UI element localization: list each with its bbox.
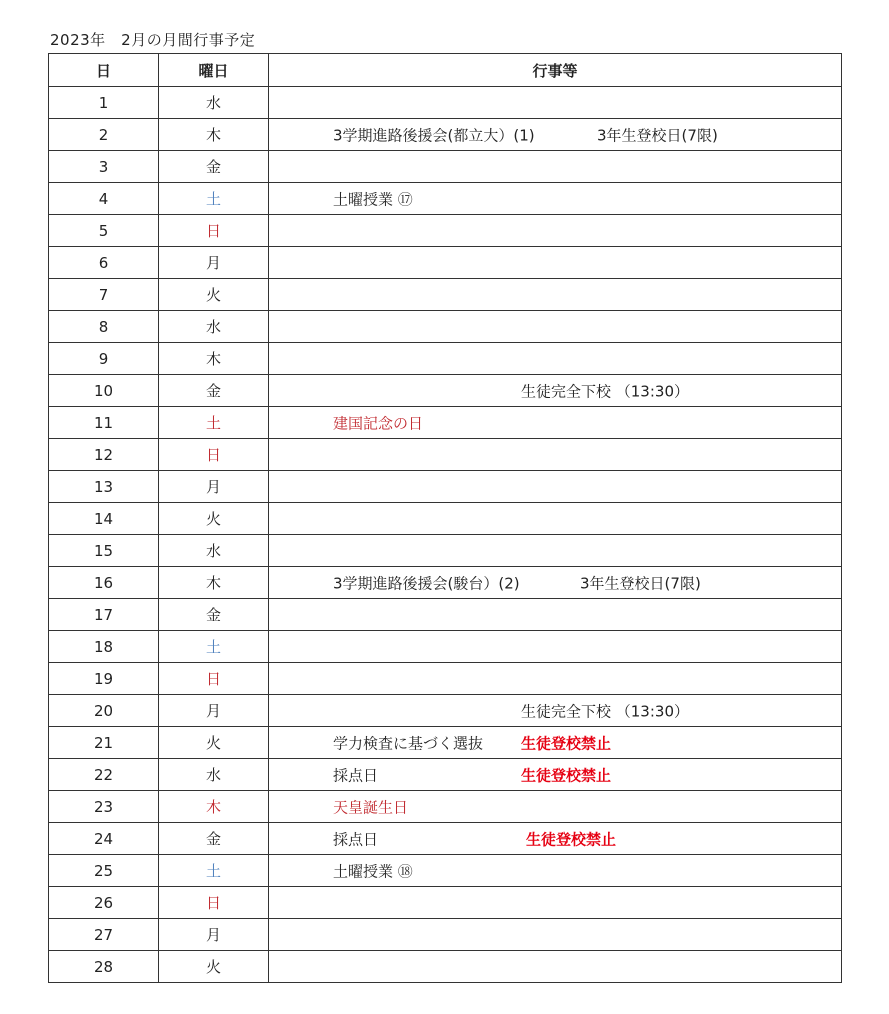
events-cell [269,215,842,247]
weekday-cell: 月 [159,471,269,503]
weekday-cell: 土 [159,407,269,439]
table-row [49,759,842,791]
day-cell: 2 [49,119,159,151]
schedule-table [48,53,842,983]
page-title: 2023年 2月の月間行事予定 [50,31,256,49]
day-cell: 26 [49,887,159,919]
table-row [49,919,842,951]
day-cell: 10 [49,375,159,407]
weekday-cell: 火 [159,503,269,535]
table-row [49,855,842,887]
header-day: 日 [49,54,159,87]
events-cell [269,535,842,567]
event-text: 土曜授業 ⑰ [333,190,413,208]
weekday-cell: 水 [159,311,269,343]
event-text: 建国記念の日 [333,414,424,432]
weekday-cell: 火 [159,279,269,311]
header-weekday: 曜日 [159,54,269,87]
table-row [49,151,842,183]
events-cell [269,887,842,919]
header-events: 行事等 [269,54,842,87]
table-row [49,375,842,407]
day-cell: 27 [49,919,159,951]
event-text: 3年生登校日(7限) [580,574,701,592]
weekday-cell: 木 [159,343,269,375]
weekday-cell: 水 [159,87,269,119]
weekday-cell: 木 [159,119,269,151]
events-cell [269,311,842,343]
day-cell: 7 [49,279,159,311]
table-row [49,567,842,599]
events-cell [269,567,842,599]
day-cell: 14 [49,503,159,535]
events-cell [269,439,842,471]
weekday-cell: 水 [159,759,269,791]
event-text: 土曜授業 ⑱ [333,862,413,880]
day-cell: 28 [49,951,159,983]
events-cell [269,343,842,375]
table-row [49,183,842,215]
day-cell: 22 [49,759,159,791]
weekday-cell: 金 [159,151,269,183]
day-cell: 6 [49,247,159,279]
table-row [49,727,842,759]
weekday-cell: 金 [159,599,269,631]
events-cell [269,823,842,855]
event-text: 生徒登校禁止 [526,830,617,848]
weekday-cell: 土 [159,183,269,215]
table-row [49,695,842,727]
weekday-cell: 火 [159,951,269,983]
weekday-cell: 木 [159,567,269,599]
events-cell [269,727,842,759]
events-cell [269,695,842,727]
header-row [49,54,842,87]
table-row [49,471,842,503]
events-cell [269,407,842,439]
day-cell: 9 [49,343,159,375]
day-cell: 13 [49,471,159,503]
weekday-cell: 水 [159,535,269,567]
events-cell [269,151,842,183]
event-text: 生徒完全下校 （13:30） [521,382,689,400]
day-cell: 8 [49,311,159,343]
weekday-cell: 日 [159,887,269,919]
events-cell [269,631,842,663]
table-row [49,791,842,823]
weekday-cell: 月 [159,247,269,279]
day-cell: 18 [49,631,159,663]
table-row [49,119,842,151]
events-cell [269,119,842,151]
weekday-cell: 金 [159,375,269,407]
table-row [49,887,842,919]
day-cell: 4 [49,183,159,215]
events-cell [269,471,842,503]
table-row [49,343,842,375]
events-cell [269,663,842,695]
weekday-cell: 土 [159,631,269,663]
weekday-cell: 日 [159,215,269,247]
day-cell: 12 [49,439,159,471]
event-text: 3学期進路後援会(都立大）(1) [333,126,535,144]
day-cell: 19 [49,663,159,695]
day-cell: 15 [49,535,159,567]
table-row [49,311,842,343]
weekday-cell: 金 [159,823,269,855]
event-text: 学力検査に基づく選抜 [333,734,484,752]
day-cell: 3 [49,151,159,183]
day-cell: 21 [49,727,159,759]
weekday-cell: 月 [159,919,269,951]
table-row [49,631,842,663]
weekday-cell: 火 [159,727,269,759]
table-row [49,599,842,631]
table-row [49,823,842,855]
event-text: 生徒完全下校 （13:30） [521,702,689,720]
events-cell [269,375,842,407]
event-text: 天皇誕生日 [333,798,409,816]
weekday-cell: 土 [159,855,269,887]
events-cell [269,791,842,823]
event-text: 生徒登校禁止 [521,734,612,752]
weekday-cell: 木 [159,791,269,823]
events-cell [269,759,842,791]
table-row [49,279,842,311]
day-cell: 5 [49,215,159,247]
events-cell [269,951,842,983]
table-row [49,663,842,695]
event-text: 3年生登校日(7限) [597,126,718,144]
day-cell: 24 [49,823,159,855]
events-cell [269,919,842,951]
day-cell: 1 [49,87,159,119]
event-text: 3学期進路後援会(駿台）(2) [333,574,520,592]
events-cell [269,599,842,631]
day-cell: 16 [49,567,159,599]
table-row [49,215,842,247]
weekday-cell: 月 [159,695,269,727]
table-row [49,503,842,535]
event-text: 採点日 [333,830,379,848]
event-text: 生徒登校禁止 [521,766,612,784]
day-cell: 17 [49,599,159,631]
table-row [49,535,842,567]
day-cell: 20 [49,695,159,727]
table-row [49,951,842,983]
events-cell [269,279,842,311]
day-cell: 23 [49,791,159,823]
day-cell: 25 [49,855,159,887]
day-cell: 11 [49,407,159,439]
weekday-cell: 日 [159,663,269,695]
events-cell [269,183,842,215]
table-row [49,247,842,279]
events-cell [269,503,842,535]
events-cell [269,247,842,279]
table-row [49,439,842,471]
table-row [49,87,842,119]
event-text: 採点日 [333,766,379,784]
events-cell [269,855,842,887]
weekday-cell: 日 [159,439,269,471]
events-cell [269,87,842,119]
table-row [49,407,842,439]
